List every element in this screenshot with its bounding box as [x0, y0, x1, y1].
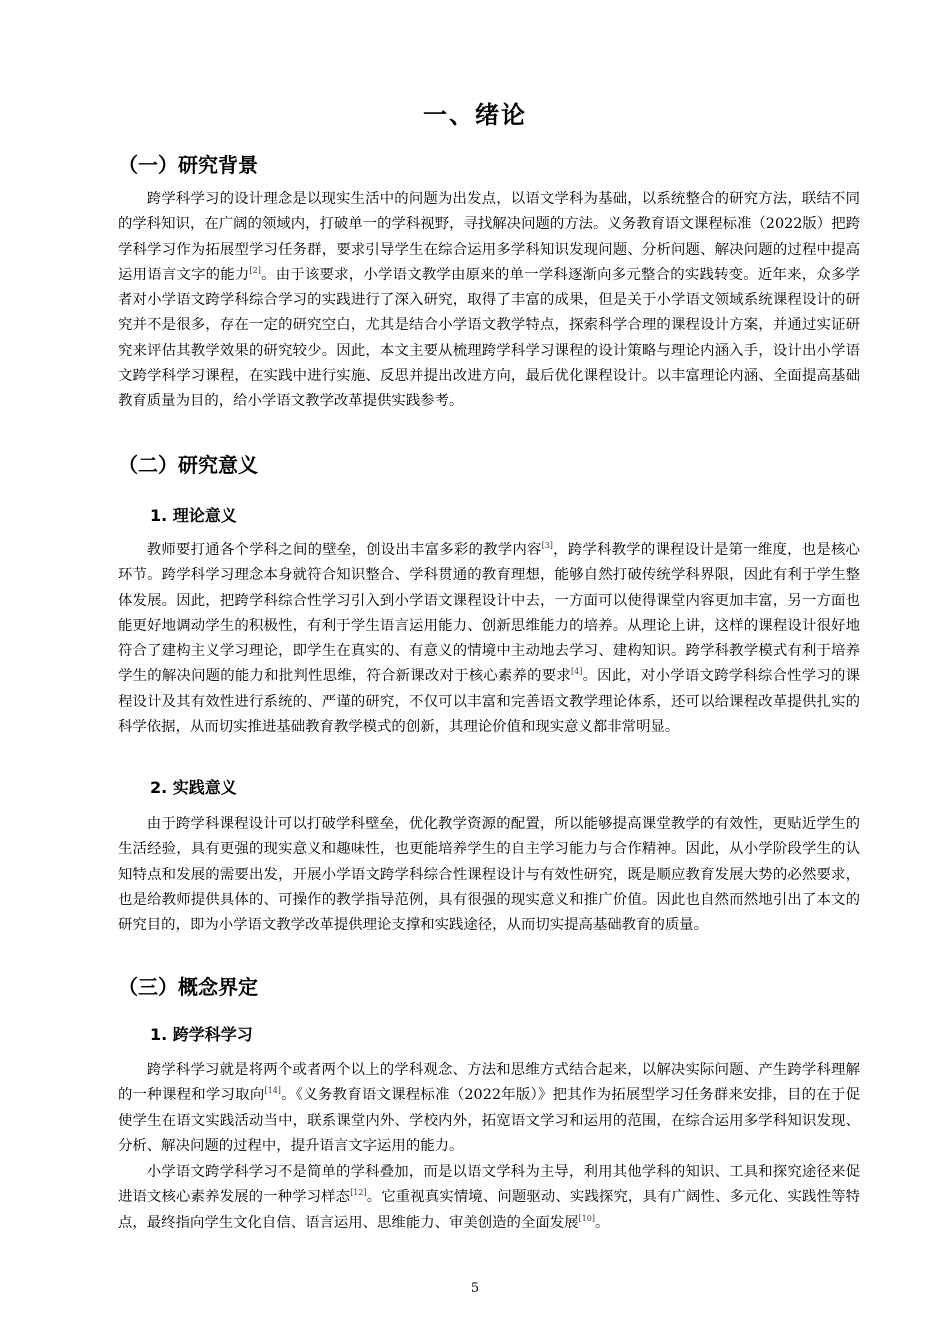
page-number: 5: [470, 1281, 480, 1296]
text-segment: ，跨学科教学的课程设计是第一维度，也是核心环节。跨学科学习理念本身就符合知识整合、学科贯通的教育理想，能够自然打破传统学科界限，因此有利于学生整体发展。因此，把跨学科综合性学习引入到小学语文课程设计中去，一方面可以使得课堂内容更加丰富，另一方面也能更好地调动学生的积极性，有利于学生语言运用能力、创新思维能力的培养。从理论上讲，这样的课程设计很好地符合了建构主义学习理论，即学生在真实的、有意义的情境中主动地去学习、建构知识。跨学科教学模式有利于培养学生的解决问题的能力和批判性思维，符合新课改对于核心素养的要求: [118, 542, 860, 685]
text-segment: 跨学科学习的设计理念是以现实生活中的问题为出发点，以语文学科为基础，以系统整合的研究方法，联结不同的学科知识，在广阔的领域内，打破单一的学科视野，寻找解决问题的方法。义务教育语文课程标准（2022版）把跨学科学习作为拓展型学习任务群，要求引导学生在综合运用多学科知识发现问题、分析问题、解决问题的过程中提高运用语言文字的能力: [118, 191, 860, 283]
text-segment: 。由于该要求，小学语文教学由原来的单一学科逐渐向多元整合的实践转变。近年来，众多学者对小学语文跨学科综合学习的实践进行了深入研究，取得了丰富的成果，但是关于小学语文领域系统课程设计的研究并不是很多，存在一定的研究空白，尤其是结合小学语文教学特点，探索科学合理的课程设计方案，并通过实证研究来评估其教学效果的研究较少。因此，本文主要从梳理跨学科学习课程的设计策略与理论内涵入手，设计出小学语文跨学科学习课程，在实践中进行实施、反思并提出改进方向，最后优化课程设计。以丰富理论内涵、全面提高基础教育质量为目的，给小学语文教学改革提供实践参考。: [118, 266, 860, 410]
heading-cross-disciplinary-learning: 1. 跨学科学习: [150, 1025, 253, 1044]
citation-ref: [12]: [350, 1188, 367, 1198]
text-segment: 跨学科学习就是将两个或者两个以上的学科观念、方法和思维方式结合起来，以解决实际问题、产生跨学科理解的一种课程和学习取向: [118, 1062, 860, 1104]
text-segment: 。因此，对小学语文跨学科综合性学习的课程设计及其有效性进行系统的、严谨的研究，不仅可以丰富和完善语文教学理论体系，还可以给课程改革提供扎实的科学依据，从而切实推进基础教育教学模式的创新，其理论价值和现实意义都非常明显。: [118, 668, 860, 736]
text-segment: 教师要打通各个学科之间的壁垒，创设出丰富多彩的教学内容: [146, 542, 542, 558]
text-segment: 。: [594, 1214, 610, 1231]
citation-ref: [10]: [578, 1213, 595, 1223]
chapter-title: 一、绪论: [423, 101, 527, 129]
heading-practical-significance: 2. 实践意义: [150, 778, 237, 797]
paragraph-cross-disciplinary-primary: [118, 1160, 860, 1236]
heading-research-background: （一）研究背景: [118, 153, 258, 177]
paragraph-research-background: [118, 187, 860, 415]
citation-ref: [3]: [541, 541, 553, 551]
heading-theoretical-significance: 1. 理论意义: [150, 506, 237, 525]
paragraph-practical-significance: 由于跨学科课程设计可以打破学科壁垒，优化教学资源的配置，所以能够提高课堂教学的有效性，更贴近学生的生活经验，具有更强的现实意义和趣味性，也更能培养学生的自主学习能力与合作精神。因此，从小学阶段学生的认知特点和发展的需要出发，开展小学语文跨学科综合性课程设计与有效性研究，既是顺应教育发展大势的必然要求，也是给教师提供具体的、可操作的教学指导范例，具有很强的现实意义和推广价值。因此也自然而然地引出了本文的研究目的，即为小学语文教学改革提供理论支撑和实践途径，从而切实提高基础教育的质量。: [118, 816, 860, 934]
text-segment: 。它重视真实情境、问题驱动、实践探究，具有广阔性、多元化、实践性等特点，最终指向学生文化自信、语言运用、思维能力、审美创造的全面发展: [118, 1189, 860, 1231]
citation-ref: [4]: [571, 667, 583, 677]
text-segment: 小学语文跨学科学习不是简单的学科叠加，而是以语文学科为主导，利用其他学科的知识、工具和探究途径来促进语文核心素养发展的一种学习样态: [118, 1164, 860, 1206]
heading-concept-definition: （三）概念界定: [118, 975, 258, 999]
paragraph-cross-disciplinary-definition: [118, 1058, 860, 1159]
text-segment: 。《义务教育语文课程标准（2022年版）》把其作为拓展型学习任务群来安排，目的在于促使学生在语文实践活动当中，联系课堂内外、学校内外，拓宽语文学习和运用的范围，在综合运用多学科知识发现、分析、解决问题的过程中，提升语言文字运用的能力。: [118, 1087, 860, 1154]
paragraph-theoretical-significance: [118, 538, 860, 740]
citation-ref: [14]: [264, 1086, 281, 1096]
heading-research-significance: （二）研究意义: [118, 453, 258, 477]
citation-ref: [2]: [249, 266, 261, 276]
